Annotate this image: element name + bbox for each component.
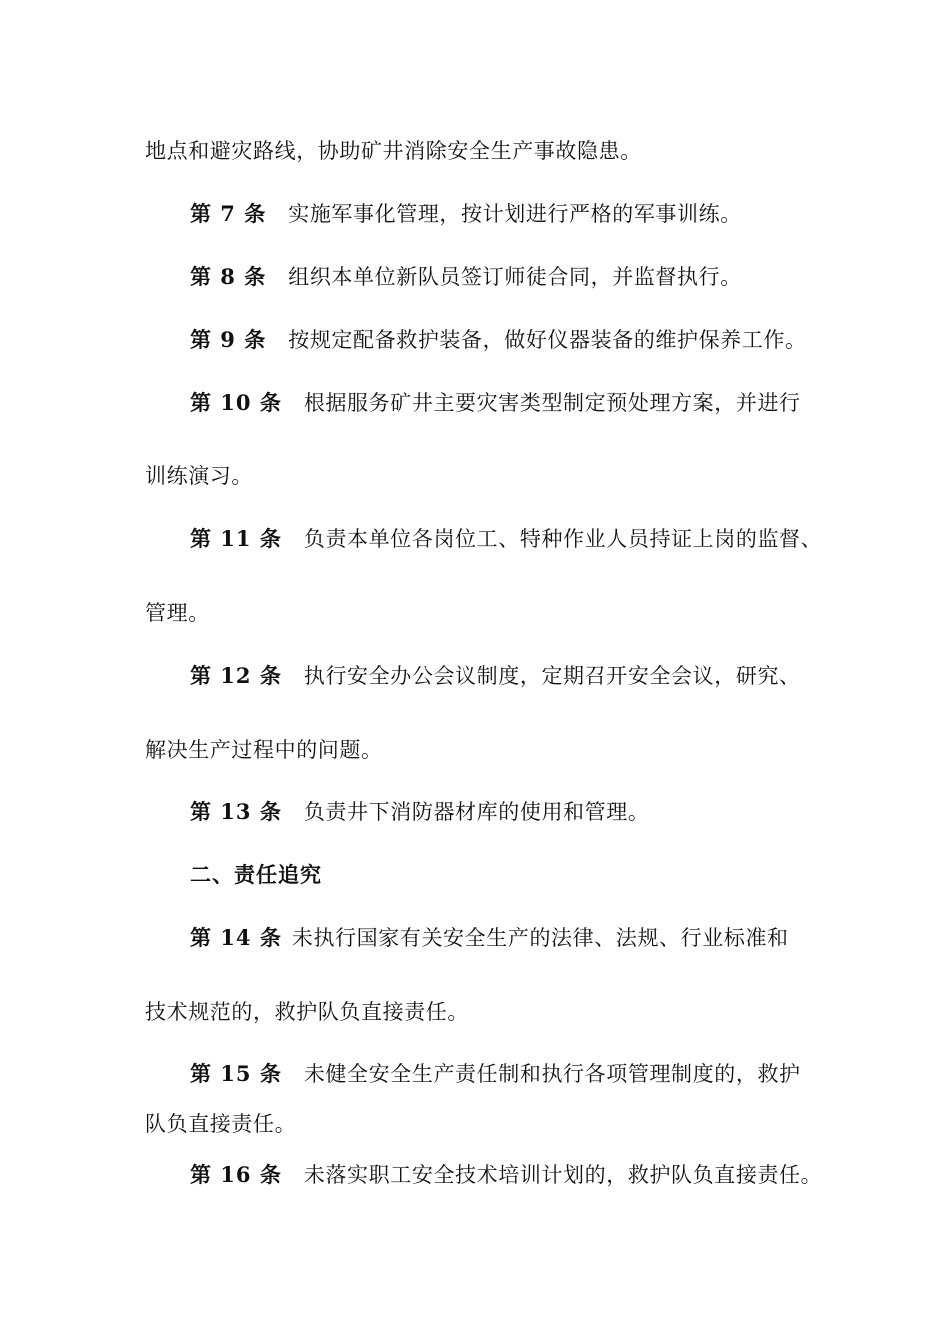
article-14-continuation xyxy=(145,997,469,1027)
section-heading xyxy=(190,860,322,890)
article-label: 第 7 条 xyxy=(190,201,267,226)
article-text: 训练演习。 xyxy=(145,464,253,488)
article-7 xyxy=(190,199,742,229)
article-text: 解决生产过程中的问题。 xyxy=(145,738,383,762)
article-label: 第 12 条 xyxy=(190,663,282,688)
article-8 xyxy=(190,262,742,292)
article-text: 按规定配备救护装备，做好仪器装备的维护保养工作。 xyxy=(288,328,807,352)
article-15 xyxy=(190,1059,801,1089)
article-12-continuation xyxy=(145,735,383,765)
article-label: 第 13 条 xyxy=(190,799,282,824)
article-text: 根据服务矿井主要灾害类型制定预处理方案，并进行 xyxy=(303,391,801,415)
article-text: 实施军事化管理，按计划进行严格的军事训练。 xyxy=(288,202,742,226)
article-text: 执行安全办公会议制度，定期召开安全会议，研究、 xyxy=(303,664,801,688)
article-text: 未落实职工安全技术培训计划的，救护队负直接责任。 xyxy=(303,1163,823,1187)
article-label: 第 16 条 xyxy=(190,1162,282,1187)
article-text: 负责本单位各岗位工、特种作业人员持证上岗的监督、 xyxy=(303,527,823,551)
article-label: 第 15 条 xyxy=(190,1061,282,1086)
article-11 xyxy=(190,524,822,554)
article-label: 第 10 条 xyxy=(190,390,282,415)
article-text: 未健全安全生产责任制和执行各项管理制度的，救护 xyxy=(303,1062,801,1086)
article-text: 管理。 xyxy=(145,601,210,625)
article-label: 第 9 条 xyxy=(190,327,267,352)
article-12 xyxy=(190,661,801,691)
article-14 xyxy=(190,923,789,953)
section-title: 二、责任追究 xyxy=(190,862,322,887)
article-text: 未执行国家有关安全生产的法律、法规、行业标准和 xyxy=(291,926,789,950)
article-label: 第 14 条 xyxy=(190,925,282,950)
article-15-continuation xyxy=(145,1109,296,1139)
article-text: 队负直接责任。 xyxy=(145,1112,297,1136)
article-16 xyxy=(190,1160,822,1190)
article-13 xyxy=(190,797,649,827)
article-10-continuation xyxy=(145,461,253,491)
article-label: 第 8 条 xyxy=(190,264,267,289)
article-text: 技术规范的，救护队负直接责任。 xyxy=(145,1000,469,1024)
paragraph-continuation xyxy=(145,136,642,166)
article-text: 负责井下消防器材库的使用和管理。 xyxy=(303,800,650,824)
article-11-continuation xyxy=(145,598,210,628)
article-text: 组织本单位新队员签订师徒合同，并监督执行。 xyxy=(288,265,742,289)
article-label: 第 11 条 xyxy=(190,526,282,551)
article-10 xyxy=(190,388,801,418)
paragraph-text: 地点和避灾路线，协助矿井消除安全生产事故隐患。 xyxy=(145,139,642,163)
article-9 xyxy=(190,325,807,355)
